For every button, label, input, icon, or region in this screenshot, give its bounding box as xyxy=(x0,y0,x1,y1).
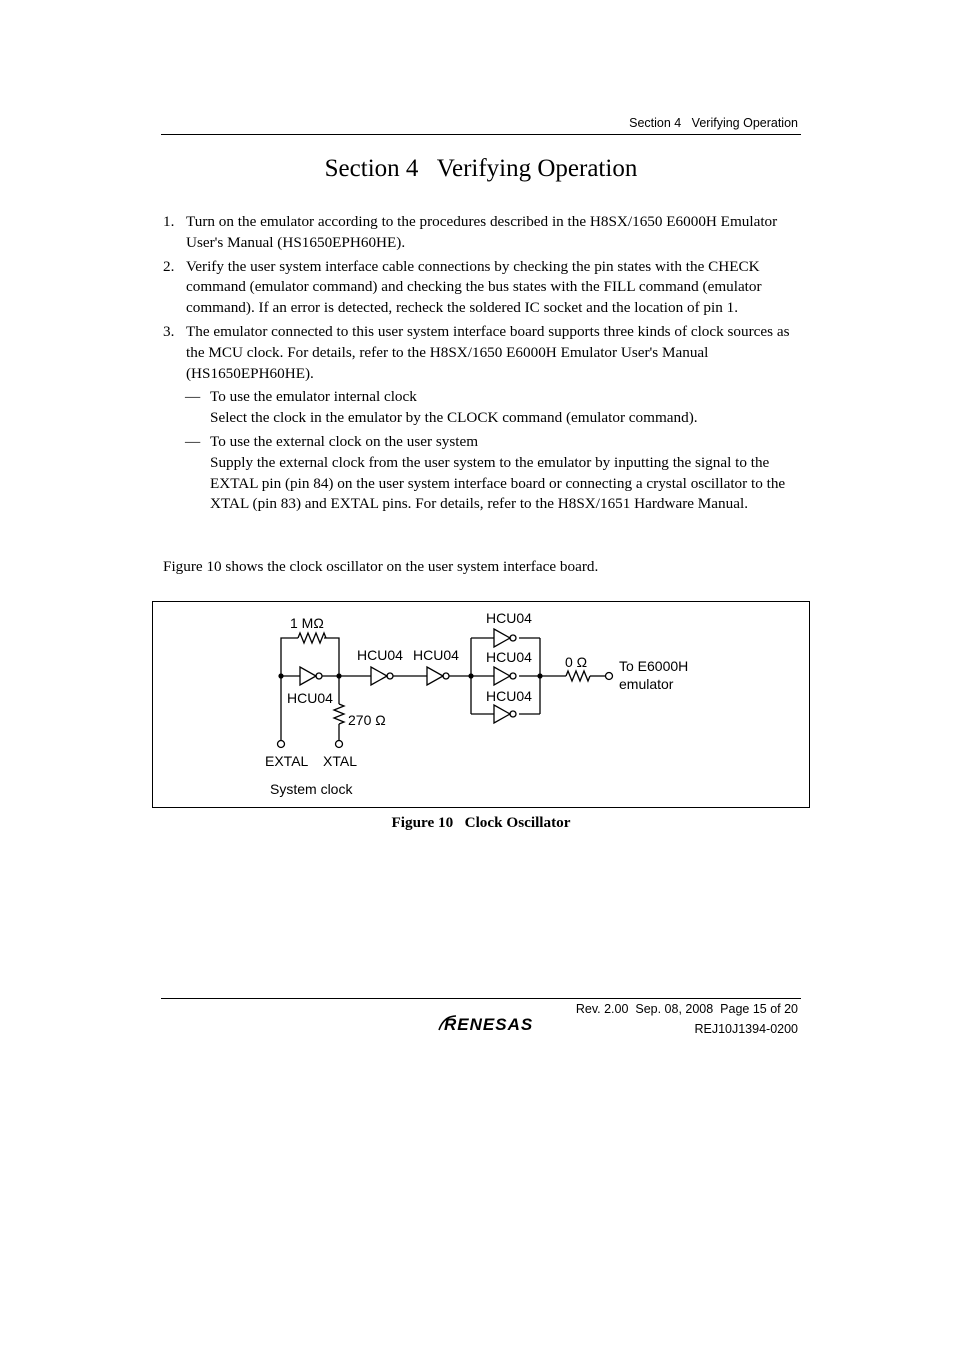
footer-rule xyxy=(161,998,801,999)
clock-oscillator-schematic xyxy=(153,602,809,807)
label-r-out: 0 Ω xyxy=(565,654,588,670)
option-title: To use the external clock on the user system xyxy=(210,432,479,450)
inverter-buf2 xyxy=(427,667,443,685)
figure-caption: Figure 10 Clock Oscillator xyxy=(391,814,571,831)
resistor-0 xyxy=(566,671,590,681)
label-pin-xtal: XTAL xyxy=(323,753,357,769)
resistor-270 xyxy=(334,704,344,724)
junction-xtal xyxy=(336,673,341,678)
step-number: 1. xyxy=(163,213,175,230)
label-r-series: 270 Ω xyxy=(348,712,386,728)
option-title: To use the emulator internal clock xyxy=(210,388,417,406)
step-2 xyxy=(163,257,803,319)
inverter-par1 xyxy=(494,629,510,647)
pin-extal-terminal xyxy=(278,741,285,748)
clock-oscillator-figure xyxy=(152,601,810,808)
running-head: Section 4 Verifying Operation xyxy=(629,116,798,130)
label-system-clock: System clock xyxy=(270,781,353,797)
section-title: Section 4 Verifying Operation xyxy=(324,155,638,182)
logo-wordmark: RENESAS xyxy=(444,1015,534,1034)
inverter-par3 xyxy=(494,705,510,723)
dash-bullet: — xyxy=(185,388,201,406)
label-pin-extal: EXTAL xyxy=(265,753,309,769)
junction-extal xyxy=(278,673,283,678)
label-dest-line1: To E6000H xyxy=(619,658,689,674)
clock-option-external xyxy=(163,432,803,515)
label-inv-par1: HCU04 xyxy=(486,610,532,626)
resistor-1m xyxy=(298,633,326,643)
figure-intro: Figure 10 shows the clock oscillator on the user system interface board. xyxy=(163,558,599,575)
label-dest-line2: emulator xyxy=(619,676,674,692)
output-terminal xyxy=(606,673,613,680)
inverter-osc xyxy=(300,667,316,685)
renesas-logo-mark xyxy=(438,1012,560,1034)
revision-info: Rev. 2.00 Sep. 08, 2008 Page 15 of 20 xyxy=(575,1002,798,1016)
inverter-buf1 xyxy=(371,667,387,685)
junction-bus-in xyxy=(468,673,473,678)
label-inv-par2: HCU04 xyxy=(486,649,532,665)
pin-xtal-terminal xyxy=(336,741,343,748)
wire-feedback-right xyxy=(324,638,339,676)
step-number: 2. xyxy=(163,257,175,275)
label-inv-buf1: HCU04 xyxy=(357,647,403,663)
label-inv-buf2: HCU04 xyxy=(413,647,459,663)
step-1 xyxy=(163,212,803,254)
clock-option-internal xyxy=(163,387,803,429)
header-rule xyxy=(161,134,801,135)
document-number: REJ10J1394-0200 xyxy=(694,1022,798,1036)
step-text: The emulator connected to this user system interface board supports three kinds of clock sources as the MCU clock. For details, refer to the H8SX/1650 E6000H Emulator User's Manual (HS1650EPH60HE). xyxy=(186,322,790,382)
renesas-logo xyxy=(438,1012,560,1039)
option-description: Select the clock in the emulator by the CLOCK command (emulator command). xyxy=(210,409,698,427)
dash-bullet: — xyxy=(185,432,201,450)
label-inv-osc: HCU04 xyxy=(287,690,333,706)
step-text: Verify the user system interface cable connections by checking the pin states with the CHECK command (emulator command) and checking the bus states with the FILL command (emulator command). If an error is detected, recheck the soldered IC socket and the location of pin 1. xyxy=(186,257,762,317)
steps-list xyxy=(163,212,803,518)
label-inv-par3: HCU04 xyxy=(486,688,532,704)
step-text: Turn on the emulator according to the procedures described in the H8SX/1650 E6000H Emulator User's Manual (HS1650EPH60HE). xyxy=(186,213,778,251)
inverter-par2 xyxy=(494,667,510,685)
junction-bus-out xyxy=(537,673,542,678)
step-3 xyxy=(163,322,803,515)
step-number: 3. xyxy=(163,322,175,340)
label-r-feedback: 1 MΩ xyxy=(290,615,324,631)
wire-feedback xyxy=(281,638,298,676)
option-description: Supply the external clock from the user system to the emulator by inputting the signal to the EXTAL pin (pin 84) on the user system interface board or connecting a crystal oscillator to the XTAL (pin 83) and EXTAL pins. For details, refer to the H8SX/1651 Hardware Manual. xyxy=(210,453,786,513)
